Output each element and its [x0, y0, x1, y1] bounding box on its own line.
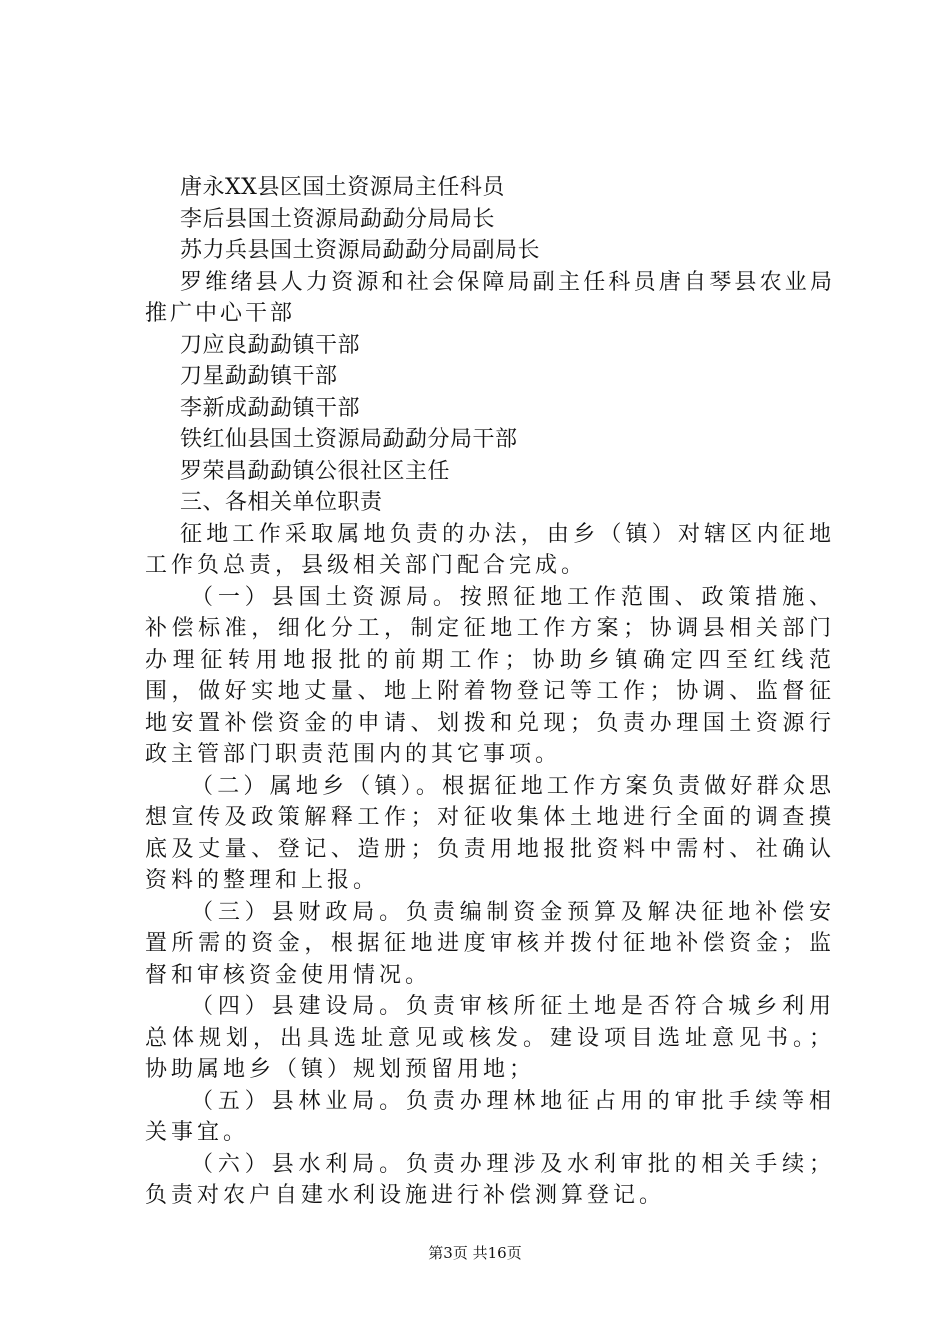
duty-paragraph: （二）属地乡（镇）。根据征地工作方案负责做好群众思想宣传及政策解释工作；对征收集体土地进行全面的调查摸底及丈量、登记、造册；负责用地报批资料中需村、社确认资料的整理和上报。 [145, 773, 835, 893]
duty-paragraph: （六）县水利局。负责办理涉及水利审批的相关手续；负责对农户自建水利设施进行补偿测算登记。 [145, 1151, 835, 1208]
name-line: 唐永XX县区国土资源局主任科员 [180, 175, 505, 200]
page-footer: 第3页 共16页 [428, 1244, 522, 1262]
document-body [145, 172, 835, 1212]
name-line: 李新成勐勐镇干部 [180, 395, 361, 421]
name-line: 李后县国土资源局勐勐分局局长 [180, 206, 496, 232]
duty-paragraph: （五）县林业局。负责办理林地征占用的审批手续等相关事宜。 [145, 1088, 835, 1145]
name-line: 刀应良勐勐镇干部 [180, 332, 361, 358]
name-line: 铁红仙县国土资源局勐勐分局干部 [180, 427, 518, 452]
duty-paragraph: （四）县建设局。负责审核所征土地是否符合城乡利用总体规划，出具选址意见或核发。建设项目选址意见书。；协助属地乡（镇）规划预留用地； [145, 994, 835, 1082]
section-heading: 三、各相关单位职责 [180, 490, 383, 515]
intro-paragraph: 征地工作采取属地负责的办法，由乡（镇）对辖区内征地工作负总责，县级相关部门配合完成。 [145, 521, 835, 578]
name-line: 苏力兵县国土资源局勐勐分局副局长 [180, 238, 541, 263]
name-line-wrapped: 罗维绪县人力资源和社会保障局副主任科员唐自琴县农业局推广中心干部 [145, 269, 835, 326]
duty-paragraph: （一）县国土资源局。按照征地工作范围、政策措施、补偿标准，细化分工，制定征地工作方案；协调县相关部门办理征转用地报批的前期工作；协助乡镇确定四至红线范围，做好实地丈量、地上附着物登记等工作；协调、监督征地安置补偿资金的申请、划拨和兑现；负责办理国土资源行政主管部门职责范围内的其它事项。 [145, 584, 835, 767]
name-line: 刀星勐勐镇干部 [180, 364, 338, 389]
name-line: 罗荣昌勐勐镇公很社区主任 [180, 458, 451, 484]
duty-paragraph: （三）县财政局。负责编制资金预算及解决征地补偿安置所需的资金，根据征地进度审核并拨付征地补偿资金；监督和审核资金使用情况。 [145, 899, 835, 988]
